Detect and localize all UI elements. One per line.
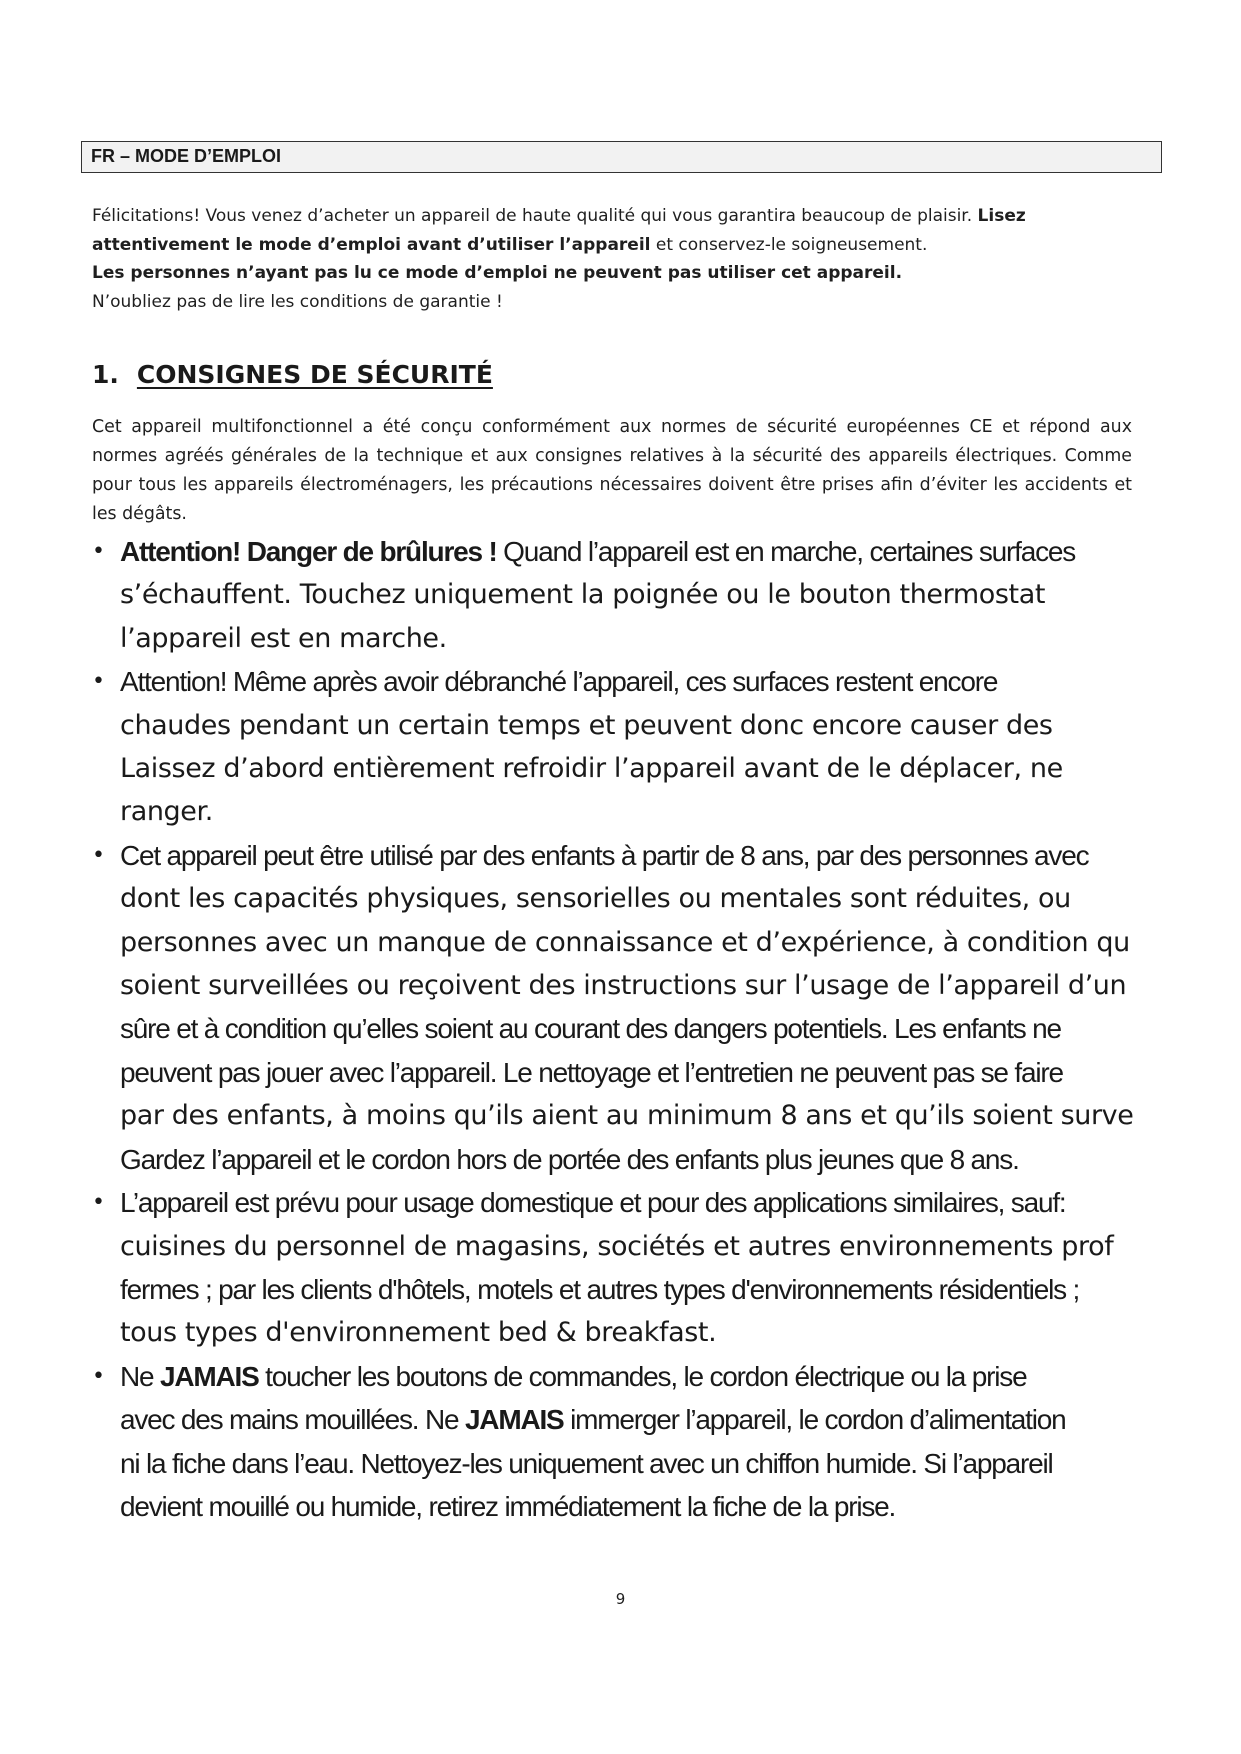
bullet-line: devient mouillé ou humide, retirez immédiatement la fiche de la prise. xyxy=(120,1490,896,1522)
list-item xyxy=(92,530,1202,660)
bullet-text: toucher les boutons de commandes, le cordon électrique ou la prise xyxy=(258,1360,1027,1392)
safety-bullet-list xyxy=(92,530,1202,1528)
section-number: 1. xyxy=(92,360,119,389)
bullet-line: personnes avec un manque de connaissance et d’expérience, à condition qu xyxy=(120,926,1130,958)
bullet-icon: • xyxy=(92,842,105,868)
bullet-bold-text: Attention! Danger de brûlures ! xyxy=(120,536,497,567)
bullet-icon: • xyxy=(92,539,105,564)
intro-line-4: N’oubliez pas de lire les conditions de garantie ! xyxy=(92,291,503,312)
bullet-text: immerger l’appareil, le cordon d’alimentation xyxy=(563,1404,1066,1436)
bullet-icon: • xyxy=(92,669,105,695)
bullet-line: peuvent pas jouer avec l’appareil. Le nettoyage et l’entretien ne peuvent pas se faire xyxy=(120,1056,1063,1088)
bullet-line: L’appareil est prévu pour usage domestique et pour des applications similaires, sauf: xyxy=(120,1187,1066,1219)
intro-line-1 xyxy=(92,202,1162,231)
list-item xyxy=(92,834,1202,1181)
bullet-line: par des enfants, à moins qu’ils aient au minimum 8 ans et qu’ils soient surve xyxy=(120,1100,1134,1132)
bullet-line: ranger. xyxy=(120,796,213,828)
bullet-icon: • xyxy=(92,1363,105,1389)
intro-block xyxy=(92,202,1162,316)
bullet-line: sûre et à condition qu’elles soient au courant des dangers potentiels. Les enfants ne xyxy=(120,1013,1061,1045)
list-item xyxy=(92,1181,1202,1355)
list-item xyxy=(92,660,1202,834)
bullet-line: ni la fiche dans l’eau. Nettoyez-les uniquement avec un chiffon humide. Si l’appareil xyxy=(120,1447,1053,1479)
bullet-line xyxy=(120,1398,1202,1441)
bullet-line: Gardez l’appareil et le cordon hors de portée des enfants plus jeunes que 8 ans. xyxy=(120,1143,1019,1175)
intro-text: Félicitations! Vous venez d’acheter un appareil de haute qualité qui vous garantira beaucoup de plaisir. xyxy=(92,206,978,226)
bullet-line: l’appareil est en marche. xyxy=(120,622,447,654)
bullet-line: fermes ; par les clients d'hôtels, motels et autres types d'environnements résidentiels ; xyxy=(120,1273,1080,1305)
bullet-text: avec des mains mouillées. Ne xyxy=(120,1404,465,1436)
language-header xyxy=(81,141,1162,173)
bullet-line: dont les capacités physiques, sensorielles ou mentales sont réduites, ou xyxy=(120,883,1071,915)
intro-bold-text: attentivement le mode d’emploi avant d’utiliser l’appareil xyxy=(92,234,651,255)
bullet-line xyxy=(120,530,1202,573)
safety-intro-paragraph: Cet appareil multifonctionnel a été conçu conformément aux normes de sécurité européennes CE et répond aux normes agréés générales de la technique et aux consignes relatives à la sécurité des appareils électriques. Comme pour tous les appareils électroménagers, les précautions nécessaires doivent être prises afin d’éviter les accidents et les dégâts. xyxy=(92,417,1132,524)
bullet-line: cuisines du personnel de magasins, sociétés et autres environnements prof xyxy=(120,1230,1114,1262)
intro-bold-text: Les personnes n’ayant pas lu ce mode d’emploi ne peuvent pas utiliser cet appareil. xyxy=(92,263,903,283)
section-title: CONSIGNES DE SÉCURITÉ xyxy=(136,360,493,389)
bullet-line: Cet appareil peut être utilisé par des enfants à partir de 8 ans, par des personnes avec xyxy=(120,839,1089,871)
bullet-bold-text: JAMAIS xyxy=(159,1360,259,1392)
bullet-line: tous types d'environnement bed & breakfast. xyxy=(120,1317,717,1349)
list-item xyxy=(92,1355,1202,1529)
page-number: 9 xyxy=(615,1590,626,1608)
section-heading xyxy=(92,355,493,395)
bullet-line: Attention! Même après avoir débranché l’appareil, ces surfaces restent encore xyxy=(120,666,998,698)
intro-line-2 xyxy=(92,231,1162,260)
bullet-line: s’échauffent. Touchez uniquement la poignée ou le bouton thermostat xyxy=(120,579,1046,611)
bullet-line xyxy=(120,1355,1202,1398)
bullet-line: chaudes pendant un certain temps et peuvent donc encore causer des xyxy=(120,709,1053,741)
header-title: FR – MODE D’EMPLOI xyxy=(91,146,282,166)
bullet-line: soient surveillées ou reçoivent des instructions sur l’usage de l’appareil d’un xyxy=(120,970,1127,1002)
bullet-text: Ne xyxy=(120,1360,160,1392)
bullet-bold-text: JAMAIS xyxy=(464,1404,564,1436)
bullet-line: Laissez d’abord entièrement refroidir l’appareil avant de le déplacer, ne xyxy=(120,753,1063,785)
bullet-icon: • xyxy=(92,1190,105,1216)
intro-line-3 xyxy=(92,259,1162,288)
bullet-text: Quand l’appareil est en marche, certaines surfaces xyxy=(496,536,1076,567)
intro-bold-text: Lisez xyxy=(977,206,1026,226)
intro-text: et conservez-le soigneusement. xyxy=(650,234,928,255)
